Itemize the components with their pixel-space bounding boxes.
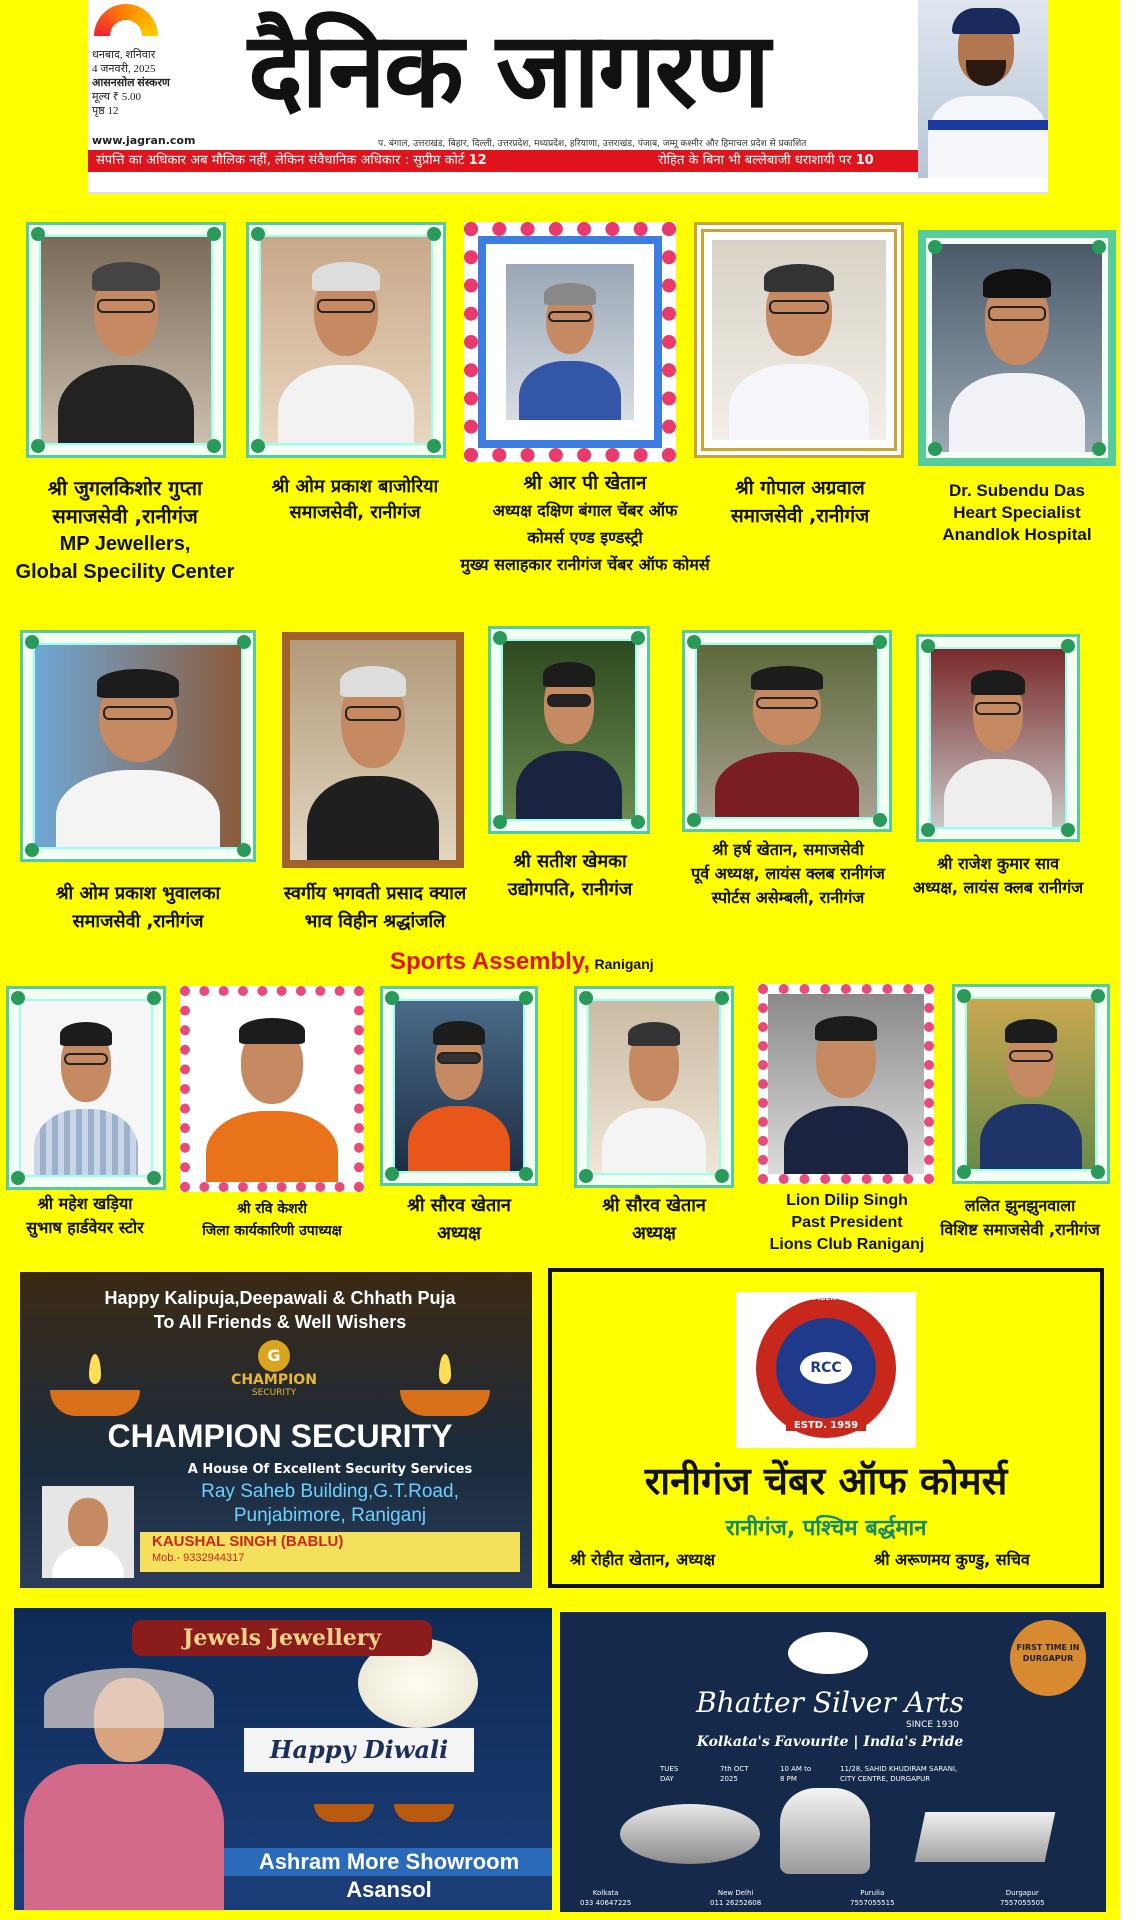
person-caption-16: ललित झुनझुनवाला विशिष्ट समाजसेवी ,रानीगंज: [940, 1196, 1100, 1239]
greeting-line-2: To All Friends & Well Wishers: [153, 1312, 407, 1332]
champion-logo: G CHAMPION SECURITY: [226, 1340, 322, 1412]
diya-icon: [314, 1804, 374, 1822]
newspaper-title: दैनिक जागरण: [248, 9, 769, 131]
frame-corner-ornament: [687, 635, 701, 649]
frame-corner-ornament: [31, 227, 45, 241]
frame-corner-ornament: [207, 439, 221, 453]
company-name: CHAMPION SECURITY: [107, 1418, 453, 1454]
person-card-8: [488, 626, 650, 834]
edition-info: [92, 48, 202, 118]
frame-corner-ornament: [1091, 1165, 1105, 1179]
frame-corner-ornament: [251, 227, 265, 241]
jewels-jewellery-ad[interactable]: [14, 1608, 552, 1910]
person-photo: [35, 645, 241, 847]
silver-idol-image: [780, 1788, 870, 1874]
edition: आसनसोल संस्करण: [92, 77, 170, 89]
frame-corner-ornament: [631, 631, 645, 645]
frame-corner-ornament: [237, 843, 251, 857]
person-photo: [190, 996, 354, 1182]
owner-photo: [42, 1486, 134, 1578]
brand-tagline: Kolkata's Favourite | India's Pride: [696, 1734, 964, 1750]
frame-corner-ornament: [579, 1169, 593, 1183]
silver-box-image: [915, 1812, 1056, 1862]
person-caption-9: श्री हर्ष खेतान, समाजसेवी पूर्व अध्यक्ष, लायंस क्लब रानीगंज स्पोर्टस असेम्बली, रानीगंज: [691, 840, 885, 907]
frame-corner-ornament: [921, 639, 935, 653]
person-card-12: [180, 986, 364, 1192]
diya-icon: [394, 1804, 454, 1822]
headline-strip: संपत्ति का अधिकार अब मौलिक नहीं, लेकिन संवैधानिक अधिकार : सुप्रीम कोर्ट 12 रोहित के बिना भी बल्लेबाजी धराशायी पर 10: [88, 150, 928, 172]
frame-corner-ornament: [493, 631, 507, 645]
bhatter-silver-ad[interactable]: FIRST TIME IN DURGAPUR Bhatter Silver Arts SINCE 1930 Kolkata's Favourite | India's Pride TUES DAY 7th OCT 2025 10 AM to 8 PM 11/28, SAHID KHUDIRAM SARANI, CITY CENTRE, DURGAPUR Kolkata 033 40647225 New Delhi 011 26252608 Purulia 7557055515 Durgapur 7557055505: [560, 1612, 1106, 1912]
publication-cities: प. बंगाल, उत्तराखंड, बिहार, दिल्ली, उत्तरप्रदेश, मध्यप्रदेश, हरियाणा, उत्तराखंड, पंजाब, जम्मू कश्मीर और हिमाचल प्रदेश से प्रकाशित: [378, 139, 807, 149]
masthead: [88, 0, 1048, 194]
person-caption-4: श्री गोपाल अग्रवाल समाजसेवी ,रानीगंज: [730, 477, 870, 527]
frame-corner-ornament: [385, 1167, 399, 1181]
chamber-location: रानीगंज, पश्चिम बर्द्धमान: [725, 1516, 927, 1541]
headline-left[interactable]: संपत्ति का अधिकार अब मौलिक नहीं, लेकिन संवैधानिक अधिकार : सुप्रीम कोर्ट: [96, 153, 465, 168]
seal-ring-text: RANIGANJ CHAMBER OF COMMERCE: [755, 1294, 897, 1302]
person-photo: [589, 1001, 719, 1173]
person-card-2: [246, 222, 446, 458]
rcc-seal: RANIGANJ CHAMBER OF COMMERCE RCC ESTD. 1959: [736, 1292, 916, 1448]
person-photo: [41, 237, 211, 443]
person-card-14: [574, 986, 734, 1188]
champion-security-ad[interactable]: [20, 1272, 532, 1588]
diya-icon: [50, 1390, 140, 1416]
showroom-label: Ashram More Showroom Asansol: [224, 1848, 552, 1904]
frame-corner-ornament: [25, 635, 39, 649]
person-caption-13: श्री सौरव खेतान अध्यक्ष: [407, 1195, 511, 1244]
frame-corner-ornament: [1061, 823, 1075, 837]
frame-corner-ornament: [385, 991, 399, 1005]
diwali-greeting: Happy Diwali: [244, 1728, 474, 1772]
frame-corner-ornament: [957, 1165, 971, 1179]
frame-corner-ornament: [715, 1169, 729, 1183]
frame-corner-ornament: [928, 442, 942, 456]
model-photo: [14, 1668, 234, 1910]
person-caption-8: श्री सतीश खेमका उद्योगपति, रानीगंज: [507, 851, 633, 900]
frame-corner-ornament: [427, 227, 441, 241]
frame-corner-ornament: [519, 991, 533, 1005]
frame-corner-ornament: [251, 439, 265, 453]
frame-corner-ornament: [873, 635, 887, 649]
person-photo: [931, 649, 1065, 827]
person-photo: [932, 244, 1102, 452]
frame-corner-ornament: [147, 991, 161, 1005]
person-caption-3: श्री आर पी खेतान अध्यक्ष दक्षिण बंगाल चेंबर ऑफ कोमर्स एण्ड इण्डस्ट्री मुख्य सलाहकार रानीगंज चेंबर ऑफ कोमर्स: [460, 472, 710, 574]
diya-icon: [400, 1390, 490, 1416]
person-caption-7: स्वर्गीय भगवती प्रसाद क्याल भाव विहीन श्रद्धांजलि: [283, 883, 467, 932]
frame-corner-ornament: [921, 823, 935, 837]
frame-corner-ornament: [687, 813, 701, 827]
person-photo: [967, 999, 1095, 1169]
person-card-5: [918, 230, 1116, 466]
company-address: Ray Saheb Building,G.T.Road, Punjabimore, Raniganj: [201, 1481, 459, 1526]
first-time-badge: FIRST TIME IN DURGAPUR: [1010, 1620, 1086, 1696]
person-caption-5: Dr. Subendu Das Heart Specialist Anandlok Hospital: [942, 481, 1092, 544]
frame-corner-ornament: [957, 989, 971, 1003]
headline-right[interactable]: रोहित के बिना भी बल्लेबाजी धराशायी पर: [658, 153, 852, 168]
chamber-president: श्री रोहीत खेतान, अध्यक्ष: [570, 1550, 715, 1569]
person-caption-6: श्री ओम प्रकाश भुवालका समाजसेवी ,रानीगंज: [55, 883, 221, 932]
frame-corner-ornament: [237, 635, 251, 649]
chamber-secretary: श्री अरूणमय कुण्डु, सचिव: [874, 1550, 1030, 1569]
sports-assembly-heading: Sports Assembly, Raniganj: [390, 948, 654, 975]
brand-name: Bhatter Silver Arts: [696, 1686, 964, 1719]
frame-corner-ornament: [1092, 240, 1106, 254]
silver-pot-image: [620, 1804, 760, 1864]
person-card-11: [6, 986, 166, 1190]
bhatter-logo: [788, 1632, 868, 1674]
person-caption-12: श्री रवि केशरी जिला कार्यकारिणी उपाध्यक्ष: [202, 1201, 342, 1239]
frame-corner-ornament: [1092, 442, 1106, 456]
frame-corner-ornament: [873, 813, 887, 827]
frame-corner-ornament: [493, 815, 507, 829]
person-card-1: [26, 222, 226, 458]
contact-box: KAUSHAL SINGH (BABLU) Mob.- 9332944317: [140, 1532, 520, 1572]
frame-corner-ornament: [715, 991, 729, 1005]
person-photo: [261, 237, 431, 443]
person-photo: [697, 645, 877, 817]
person-card-13: [380, 986, 538, 1186]
person-photo: [712, 240, 886, 440]
frame-corner-ornament: [928, 240, 942, 254]
person-caption-11: श्री महेश खड़िया सुभाष हार्डवेयर स्टोर: [26, 1194, 144, 1237]
person-photo: [395, 1001, 523, 1171]
person-card-9: [682, 630, 892, 832]
jewels-title: Jewels Jewellery: [132, 1620, 432, 1656]
person-card-15: [758, 984, 934, 1184]
person-card-16: [952, 984, 1110, 1184]
cricketer-photo: [918, 0, 1048, 178]
person-photo: [768, 994, 924, 1174]
frame-corner-ornament: [147, 1171, 161, 1185]
person-caption-14: श्री सौरव खेतान अध्यक्ष: [602, 1195, 706, 1244]
frame-corner-ornament: [427, 439, 441, 453]
date: 4 जनवरी, 2025: [92, 63, 156, 75]
memorial-photo: [290, 640, 456, 860]
person-card-4: [694, 222, 904, 458]
chamber-name: रानीगंज चेंबर ऑफ कोमर्स: [644, 1458, 1008, 1503]
frame-corner-ornament: [1061, 639, 1075, 653]
frame-corner-ornament: [579, 991, 593, 1005]
person-caption-1: श्री जुगलकिशोर गुप्ता समाजसेवी ,रानीगंज MP Jewellers, Global Specility Center: [15, 476, 235, 583]
person-card-3: [464, 222, 676, 462]
frame-corner-ornament: [11, 991, 25, 1005]
frame-corner-ornament: [1091, 989, 1105, 1003]
frame-corner-ornament: [25, 843, 39, 857]
frame-corner-ornament: [207, 227, 221, 241]
person-caption-2: श्री ओम प्रकाश बाजोरिया समाजसेवी, रानीगंज: [271, 476, 439, 523]
raniganj-chamber-ad[interactable]: [548, 1268, 1104, 1588]
greeting-line-1: Happy Kalipuja,Deepawali & Chhath Puja: [104, 1288, 456, 1308]
frame-corner-ornament: [631, 815, 645, 829]
store-contacts: Kolkata 033 40647225 New Delhi 011 26252608 Purulia 7557055515 Durgapur 7557055505: [580, 1889, 1045, 1907]
person-card-10: [916, 634, 1080, 842]
brand-since: SINCE 1930: [906, 1720, 959, 1730]
date-line: धनबाद, शनिवार: [92, 49, 156, 61]
person-photo: [506, 264, 634, 420]
price: मूल्य ₹ 5.00: [92, 91, 142, 103]
company-tagline: A House Of Excellent Security Services: [187, 1462, 473, 1477]
website-link[interactable]: www.jagran.com: [92, 134, 196, 147]
person-photo: [21, 1001, 151, 1175]
person-card-6: [20, 630, 256, 862]
pages: पृष्ठ 12: [92, 105, 119, 117]
person-card-7: [282, 632, 464, 868]
frame-corner-ornament: [11, 1171, 25, 1185]
frame-corner-ornament: [31, 439, 45, 453]
person-photo: [503, 641, 635, 819]
person-caption-15: Lion Dilip Singh Past President Lions Club Raniganj: [769, 1192, 925, 1253]
frame-corner-ornament: [519, 1167, 533, 1181]
person-caption-10: श्री राजेश कुमार साव अध्यक्ष, लायंस क्लब रानीगंज: [912, 854, 1084, 897]
